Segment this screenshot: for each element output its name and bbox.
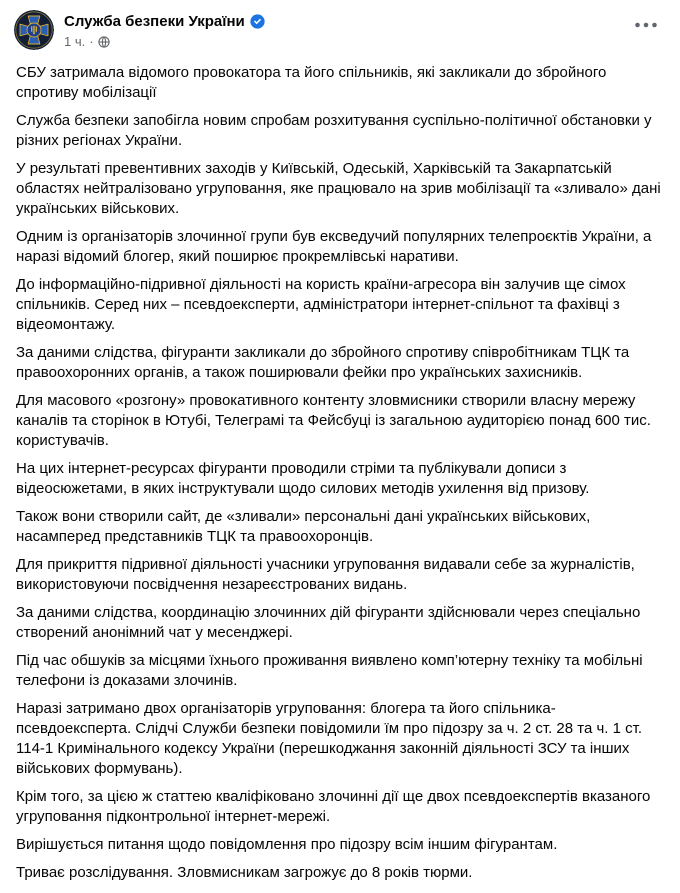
post-paragraph: Наразі затримано двох організаторів угруповання: блогера та його спільника-псевдоексперта. Слідчі Служби безпеки повідомили їм про підозру за ч. 2 ст. 28 та ч. 1 ст. 114-1 Кримінального кодексу України (перешкоджання законній діяльності ЗСУ та інших військових формувань). (16, 700, 643, 777)
post-paragraph: На цих інтернет-ресурсах фігуранти проводили стріми та публікували дописи з відеосюжетами, в яких інструктували щодо силових методів ухилення від призову. (16, 460, 590, 497)
post-paragraph: СБУ затримала відомого провокатора та його спільників, які закликали до збройного спротиву мобілізації (16, 64, 607, 101)
timestamp[interactable]: 1 ч. (64, 34, 86, 49)
verified-badge-icon (250, 14, 265, 29)
post-paragraph: Крім того, за цією ж статтею кваліфіковано злочинні дії ще двох псевдоекспертів вказаного угруповання підконтрольної інтернет-мережі. (16, 788, 651, 825)
globe-icon (98, 36, 110, 48)
post-paragraph: До інформаційно-підривної діяльності на користь країни-агресора він залучив ще сімох спільників. Серед них – псевдоексперти, адміністратори інтернет-спільнот та фахівці з відеомонтажу. (16, 276, 626, 333)
post-paragraph: За даними слідства, фігуранти закликали до збройного спротиву співробітникам ТЦК та правоохоронних органів, а також поширювали фейки про українських захисників. (16, 344, 630, 381)
meta-separator: · (89, 34, 94, 49)
sbu-emblem-icon (14, 10, 54, 50)
post-paragraph: Під час обшуків за місцями їхнього проживання виявлено комп’ютерну техніку та мобільні телефони із доказами злочинів. (16, 652, 643, 689)
page-avatar[interactable] (14, 10, 54, 50)
post-paragraph: За даними слідства, координацію злочинних дій фігуранти здійснювали через спеціально створений анонімний чат у месенджері. (16, 604, 641, 641)
post-header-text (64, 10, 620, 50)
post-paragraph: Вирішується питання щодо повідомлення про підозру всім іншим фігурантам. (16, 836, 558, 853)
post-paragraph: Одним із організаторів злочинної групи був ексведучий популярних телепроєктів України, а наразі відомий блогер, який поширює прокремлівські наративи. (16, 228, 652, 265)
post-header (0, 0, 680, 50)
post-text-body (0, 50, 680, 893)
three-dots-icon (634, 22, 658, 28)
post-paragraph: Для масового «розгону» провокативного контенту зловмисники створили власну мережу каналів та сторінок в Ютубі, Телеграмі та Фейсбуці із загальною аудиторією понад 600 тис. користувачів. (16, 392, 651, 449)
post-paragraph: Також вони створили сайт, де «зливали» персональні дані українських військових, насамперед представників ТЦК та правоохоронців. (16, 508, 591, 545)
more-options-button[interactable] (628, 12, 664, 38)
post-meta-row (64, 34, 620, 50)
post-paragraph: У результаті превентивних заходів у Київській, Одеській, Харківській та Закарпатській областях нейтралізовано угруповання, яке працювало на зрив мобілізації та «зливало» дані українських військових. (16, 160, 661, 217)
post-paragraph: Для прикриття підривної діяльності учасники угруповання видавали себе за журналістів, використовуючи посвідчення незареєстрованих видань. (16, 556, 635, 593)
post-paragraph: Триває розслідування. Зловмисникам загрожує до 8 років тюрми. (16, 864, 473, 881)
post-paragraph: Служба безпеки запобігла новим спробам розхитування суспільно-політичної обстановки у різних регіонах України. (16, 112, 652, 149)
page-name[interactable]: Служба безпеки України (64, 13, 245, 30)
page-name-row (64, 10, 620, 31)
